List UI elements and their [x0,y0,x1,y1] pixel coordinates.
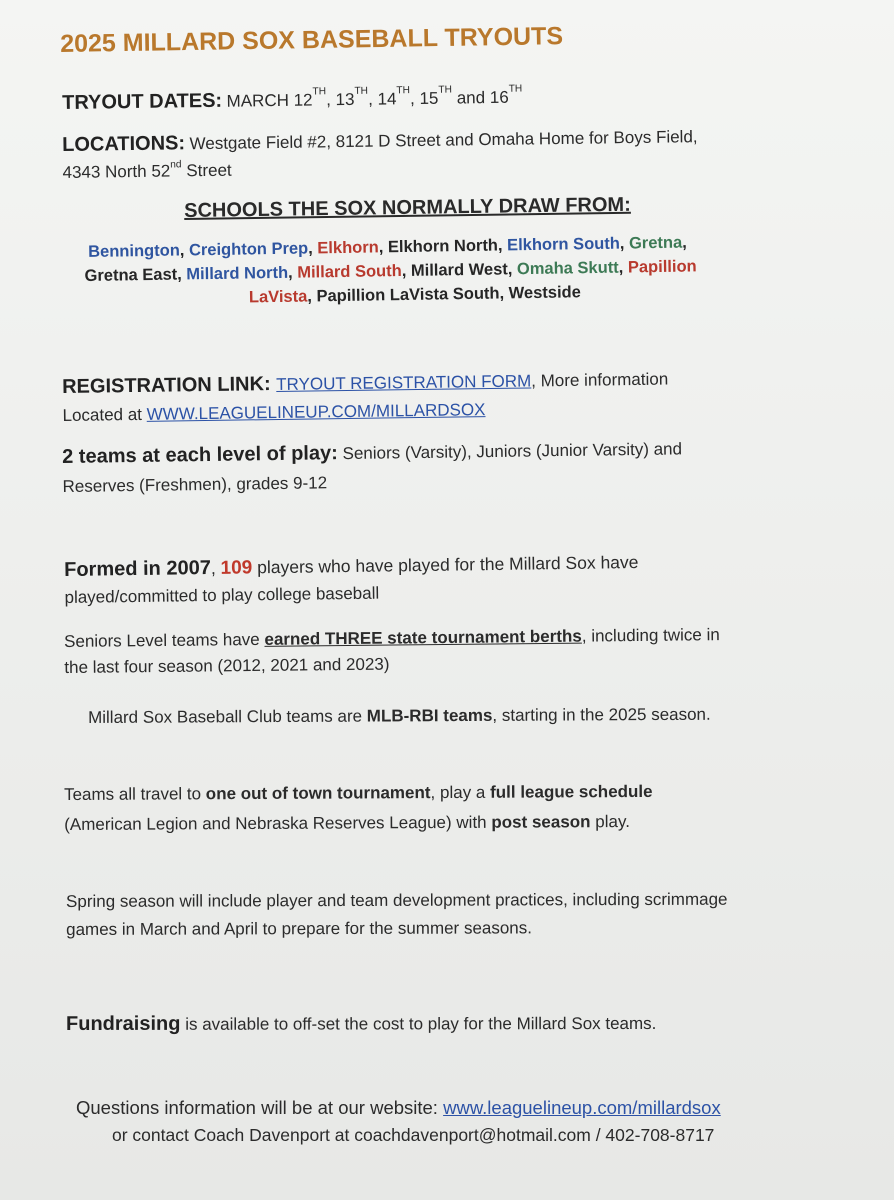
leaguelineup-link[interactable]: WWW.LEAGUELINEUP.COM/MILLARDSOX [146,400,486,424]
contact-info [76,1097,721,1146]
teams-levels-bold: 2 teams at each level of play: [62,442,338,468]
locations-label: LOCATIONS: [62,132,186,156]
school-elkhorn-north: Elkhorn North [387,236,499,257]
fundraising-rest: is available to off-set the cost to play for the Millard Sox teams. [180,1013,657,1034]
fundraising-bold: Fundraising [66,1012,181,1035]
spring-info [66,890,728,940]
tryout-dates-label: TRYOUT DATES: [62,89,223,114]
formed-info: Formed in 2007, 109 players who have played for the Millard Sox have played/committed to play college baseball [64,551,639,607]
teams-levels [62,437,683,497]
school-omaha-skutt: Omaha Skutt [516,258,619,279]
school-gretna: Gretna [628,233,683,253]
seniors-line2: the last four season (2012, 2021 and 2023) [64,654,390,677]
schools-heading: SCHOOLS THE SOX NORMALLY DRAW FROM: [184,193,631,222]
registration-label: REGISTRATION LINK [62,373,265,398]
website-link[interactable]: www.leaguelineup.com/millardsox [443,1097,721,1118]
school-millard-north: Millard North [186,263,289,284]
school-elkhorn: Elkhorn [317,238,379,258]
school-papillion: Papillion [627,257,697,277]
located-at-label: Located at [62,404,147,425]
school-creighton-prep: Creighton Prep [188,239,309,260]
mlb-rbi-bold: MLB-RBI teams [366,705,493,726]
page-title: 2025 MILLARD SOX BASEBALL TRYOUTS [60,22,564,58]
school-elkhorn-south: Elkhorn South [506,234,620,255]
spring-line1: Spring season will include player and team development practices, including scrimmage [66,889,728,911]
contact-line: or contact Coach Davenport at coachdavenport@hotmail.com / 402-708-8717 [112,1125,715,1145]
league-schedule-bold: full league schedule [490,781,653,802]
formed-line2: played/committed to play college baseball [64,583,380,607]
registration-more-info: , More information [531,369,669,391]
post-season-bold: post season [491,812,591,832]
tryout-registration-form-link[interactable]: TRYOUT REGISTRATION FORM [276,371,532,395]
website-text: Questions information will be at our website: [76,1097,444,1118]
college-players-count: 109 [220,557,253,579]
school-millard-south: Millard South [297,262,402,282]
tryout-dates [62,83,523,115]
formed-bold: Formed in 2007 [64,556,212,581]
mlb-rbi-info: Millard Sox Baseball Club teams are MLB-RBI teams, starting in the 2025 season. [88,704,711,727]
school-westside: Westside [508,283,581,303]
spring-line2: games in March and April to prepare for the summer seasons. [66,918,533,939]
locations-line2: 4343 North 52nd Street [62,159,232,182]
locations-line1: Westgate Field #2, 8121 D Street and Omaha Home for Boys Field, [189,127,698,154]
tournament-bold: one out of town tournament [205,783,431,804]
school-lavista: LaVista [248,287,308,307]
school-millard-west: Millard West [410,260,508,280]
school-papillion-lavista-south: Papillion LaVista South [316,284,500,306]
teams-levels-rest: Seniors (Varsity), Juniors (Junior Varsity) and [337,439,683,464]
formed-rest: players who have played for the Millard Sox have [252,551,639,578]
fundraising-info [66,1012,656,1036]
teams-levels-line2: Reserves (Freshmen), grades 9-12 [62,473,328,496]
schools-list: Bennington, Creighton Prep, Elkhorn, Elkhorn North, Elkhorn South, Gretna, Gretna East, Millard North, Millard South, Millard West, Omaha Skutt, Papillion LaVista, Papillion LaVista South, Westside [84,233,697,307]
school-bennington: Bennington [88,241,180,261]
state-berths: earned THREE state tournament berths [264,626,582,649]
seniors-info: Seniors Level teams have earned THREE state tournament berths, including twice in the last four season (2012, 2021 and 2023) [64,625,720,677]
travel-info: Teams all travel to one out of town tournament, play a full league schedule (American Legion and Nebraska Reserves League) with post season play. [64,781,653,834]
locations [62,125,698,183]
school-gretna-east: Gretna East [84,265,178,285]
registration: REGISTRATION LINK: TRYOUT REGISTRATION FORM, More information Located at WWW.LEAGUELINEUP.COM/MILLARDSOX [62,369,669,425]
tryout-dates-value: MARCH 12TH, 13TH, 14TH, 15TH and 16TH [226,83,523,111]
